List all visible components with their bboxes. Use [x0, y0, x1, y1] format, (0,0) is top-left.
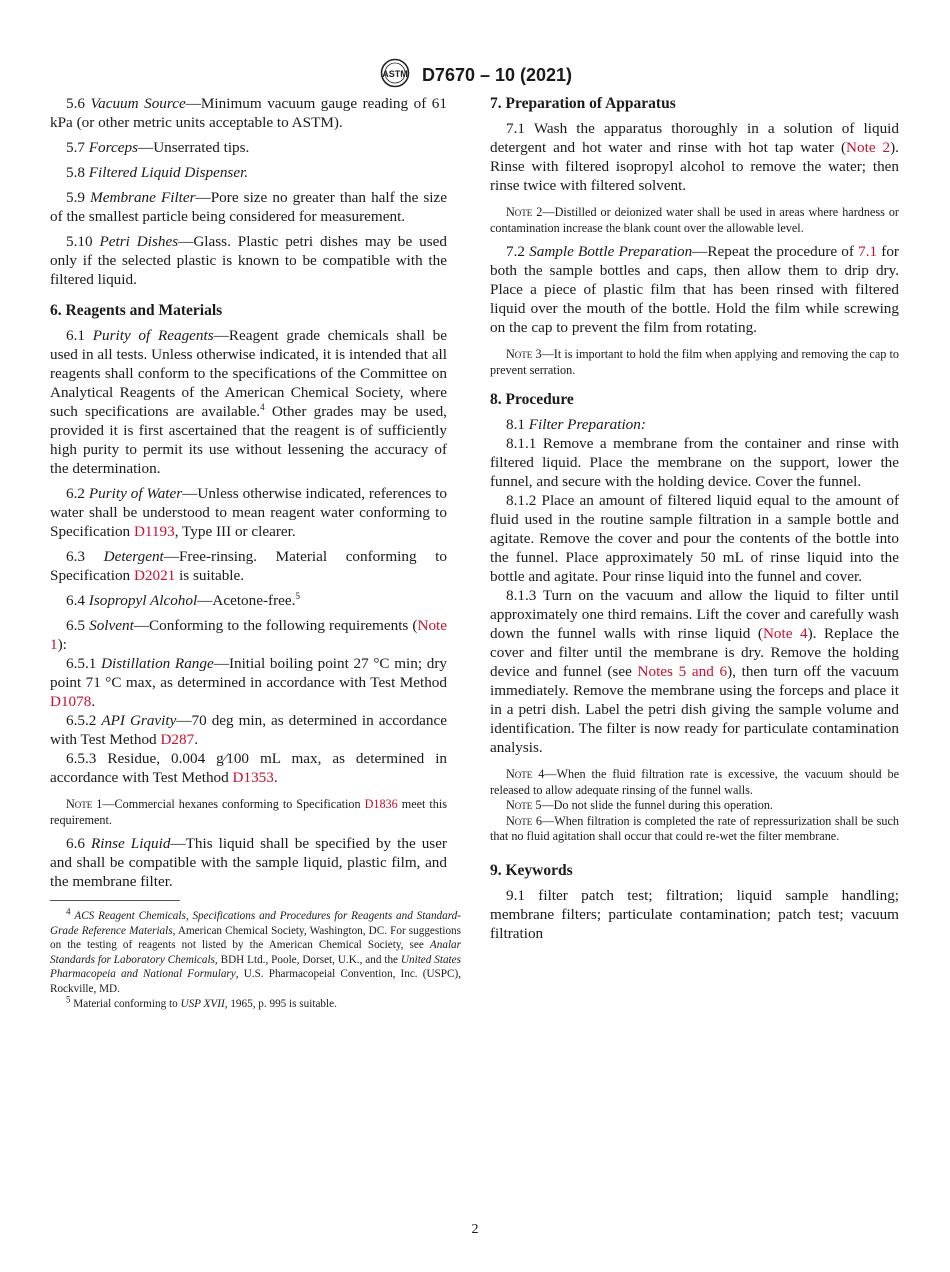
para-6-4: 6.4 Isopropyl Alcohol—Acetone-free.$^5$	[66, 590, 300, 609]
page-header	[0, 58, 950, 93]
para-5-8: 5.8 Filtered Liquid Dispenser.	[66, 164, 249, 181]
link-d1836[interactable]: D1836	[364, 797, 398, 811]
note-1: Note 1—Commercial hexanes conforming to Specification D1836 meet this requirement.	[50, 797, 447, 827]
link-note-1[interactable]: Note 1	[50, 617, 448, 653]
link-notes-5-6[interactable]: Notes 5 and 6	[637, 663, 728, 680]
link-note-4[interactable]: Note 4	[762, 625, 808, 642]
para-6-5-2: 6.5.2 API Gravity—70 deg min, as determined in accordance with Test Method D287.	[50, 712, 447, 748]
link-d1078[interactable]: D1078	[50, 693, 92, 710]
footnote-ref-4[interactable]: 4	[260, 401, 265, 412]
footnote-ref-5[interactable]: 5	[295, 590, 300, 601]
para-5-7: 5.7 Forceps—Unserrated tips.	[66, 139, 250, 156]
link-d1353[interactable]: D1353	[232, 769, 274, 786]
section-6-heading: 6. Reagents and Materials	[50, 302, 223, 319]
para-6-1: 6.1 Purity of Reagents—Reagent grade chemicals shall be used in all tests. Unless otherwise indicated, it is intended that all reagents shall conform to the specifications of the Committee on Analytical Reagents of the American Chemical Society, where such specifications are available.$^4$ Other grades may be used, provided it is first ascertained that the reagent is of sufficiently high purity to permit its use without lessening the accuracy of the determination.	[50, 327, 447, 477]
note-2: Note 2—Distilled or deionized water shall be used in areas where hardness or contamination increase the blank count over the allowable level.	[490, 205, 899, 235]
section-8-heading: 8. Procedure	[490, 391, 574, 408]
para-6-5: 6.5 Solvent—Conforming to the following requirements (Note 1):	[50, 617, 448, 653]
page-number: 2	[471, 1222, 479, 1237]
astm-logo-icon	[378, 58, 412, 93]
footnote-5: $^5$ Material conforming to USP XVII, 1965, p. 995 is suitable.	[66, 993, 337, 1010]
left-column	[50, 94, 447, 897]
link-d2021[interactable]: D2021	[133, 567, 176, 584]
section-9-heading: 9. Keywords	[490, 861, 573, 879]
designation: D7670 – 10 (2021)	[421, 65, 573, 85]
para-6-5-3: 6.5.3 Residue, 0.004 g⁄100 mL max, as determined in accordance with Test Method D1353.	[50, 750, 448, 786]
note-6: Note 6—When filtration is completed the rate of repressurization shall be such that no fluid agitation shall occur that could re-wet the filter membrane.	[490, 813, 899, 843]
note-4: Note 4—When the fluid filtration rate is excessive, the vacuum should be released to allow adequate rinsing of the funnel walls.	[490, 767, 899, 797]
para-5-6: 5.6 Vacuum Source—Minimum vacuum gauge reading of 61 kPa (or other metric units acceptable to ASTM).	[50, 95, 447, 131]
para-6-2: 6.2 Purity of Water—Unless otherwise indicated, references to water shall be understood to mean reagent water conforming to Specification D1193, Type III or clearer.	[50, 485, 448, 540]
footnote-4: $^4$ ACS Reagent Chemicals, Specifications and Procedures for Reagents and Standard-Grade Reference Materials, American Chemical Society, Washington, DC. For suggestions on the testing of reagents not listed by the American Chemical Society, see Analar Standards for Laboratory Chemicals, BDH Ltd., Poole, Dorset, U.K., and the United States Pharmacopeia and National Formulary, U.S. Pharmacopeial Convention, Inc. (USPC), Rockville, MD.	[50, 906, 462, 995]
para-7-1: 7.1 Wash the apparatus thoroughly in a solution of liquid detergent and hot water and rinse with hot tap water (Note 2). Rinse with filtered isopropyl alcohol to remove the water; then rinse twice with filtered solvent.	[490, 120, 899, 194]
para-8-1-1: 8.1.1 Remove a membrane from the container and rinse with filtered liquid. Place the membrane on the support, lower the funnel, and secure with the holding device. Cover the funnel.	[490, 435, 900, 490]
link-7-1[interactable]: 7.1	[858, 243, 878, 260]
note-3: Note 3—It is important to hold the film when applying and removing the cap to prevent serration.	[490, 347, 899, 377]
para-6-5-1: 6.5.1 Distillation Range—Initial boiling point 27 °C min; dry point 71 °C max, as determined in accordance with Test Method D1078.	[50, 655, 448, 710]
note-5: Note 5—Do not slide the funnel during this operation.	[506, 798, 773, 812]
para-7-2: 7.2 Sample Bottle Preparation—Repeat the procedure of 7.1 for both the sample bottles and caps, then allow them to drip dry. Place a piece of plastic film that has been rinsed with filtered liquid over the mouth of the bottle. Hold the film while screwing on the cap to prevent the film from rotating.	[490, 243, 899, 336]
footnote-divider	[50, 900, 180, 901]
para-8-1-2: 8.1.2 Place an amount of filtered liquid equal to the amount of fluid used in the routine sample filtration in a sample bottle and agitate. Remove the cover and pour the contents of the bottle into the funnel. Place approximately 50 mL of rinse liquid into the bottle and agitate. Pour rinse liquid into the funnel and cover.	[490, 492, 900, 585]
link-d287[interactable]: D287	[160, 731, 195, 748]
para-9-1: 9.1 filter patch test; filtration; liquid sample handling; membrane filters; particulate contamination; patch test; vacuum filtration	[490, 886, 900, 942]
svg-text:ASTM: ASTM	[382, 69, 408, 79]
link-d1193[interactable]: D1193	[133, 523, 175, 540]
para-6-3: 6.3 Detergent—Free-rinsing. Material conforming to Specification D2021 is suitable.	[50, 548, 447, 584]
footnotes	[50, 906, 462, 1011]
para-6-6: 6.6 Rinse Liquid—This liquid shall be specified by the user and shall be compatible with the sample liquid, plastic film, and the membrane filter.	[50, 835, 447, 890]
para-8-1: 8.1 Filter Preparation:	[506, 416, 646, 433]
para-5-9: 5.9 Membrane Filter—Pore size no greater than half the size of the smallest particle being considered for measurement.	[50, 189, 448, 225]
para-5-10: 5.10 Petri Dishes—Glass. Plastic petri dishes may be used only if the selected plastic is known to be compatible with the filtered liquid.	[50, 233, 448, 288]
section-7-heading: 7. Preparation of Apparatus	[490, 95, 676, 112]
right-column	[490, 94, 899, 949]
para-8-1-3: 8.1.3 Turn on the vacuum and allow the liquid to filter until approximately one third remains. Lift the cover and carefully wash down the funnel walls with rinse liquid (Note 4). Replace the cover and filter until the membrane is dry. Remove the holding device and funnel (see Notes 5 and 6), then turn off the vacuum immediately. Remove the membrane using the forceps and place it in a petri dish. Label the petri dish giving the sample volume and identification. The filter is now ready for particulate contamination analysis.	[490, 587, 899, 756]
link-note-2[interactable]: Note 2	[846, 139, 891, 156]
